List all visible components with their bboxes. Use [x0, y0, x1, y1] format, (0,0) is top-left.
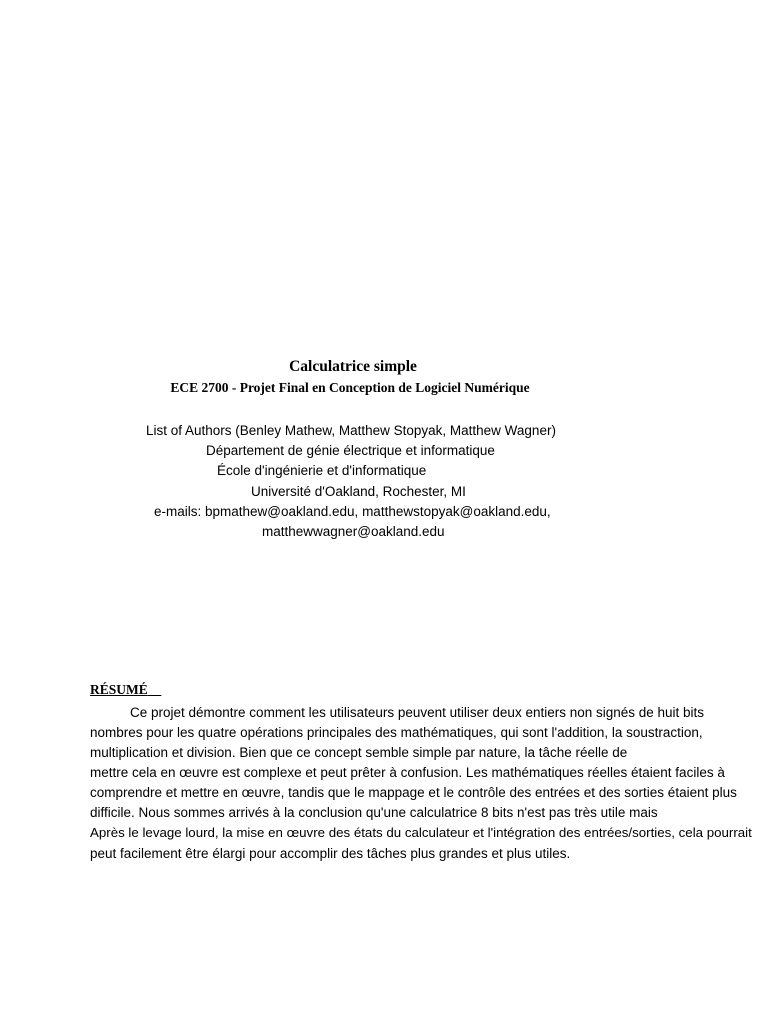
emails-line-2: matthewwagner@oakland.edu	[262, 524, 445, 539]
abstract-line: multiplication et division. Bien que ce concept semble simple par nature, la tâche réelle de	[90, 745, 628, 760]
abstract-line: Ce projet démontre comment les utilisateurs peuvent utiliser deux entiers non signés de huit bits	[130, 705, 705, 720]
school-line: École d'ingénierie et d'informatique	[217, 463, 427, 478]
document-title: Calculatrice simple	[289, 358, 417, 375]
abstract-line: peut facilement être élargi pour accomplir des tâches plus grandes et plus utiles.	[90, 846, 571, 861]
university-line: Université d'Oakland, Rochester, MI	[251, 484, 466, 499]
authors-line: List of Authors (Benley Mathew, Matthew Stopyak, Matthew Wagner)	[146, 423, 556, 438]
abstract-line: difficile. Nous sommes arrivés à la conclusion qu'une calculatrice 8 bits n'est pas très utile mais	[90, 805, 658, 820]
department-line: Département de génie électrique et informatique	[206, 443, 495, 458]
emails-line-1: e-mails: bpmathew@oakland.edu, matthewstopyak@oakland.edu,	[154, 504, 551, 519]
abstract-line: nombres pour les quatre opérations principales des mathématiques, qui sont l'addition, la soustraction,	[90, 725, 703, 740]
abstract-line: mettre cela en œuvre est complexe et peut prêter à confusion. Les mathématiques réelles étaient faciles à	[90, 765, 725, 780]
abstract-line: comprendre et mettre en œuvre, tandis que le mappage et le contrôle des entrées et des sorties étaient plus	[90, 785, 737, 800]
document-subtitle: ECE 2700 - Projet Final en Conception de Logiciel Numérique	[170, 380, 530, 395]
abstract-line: Après le levage lourd, la mise en œuvre des états du calculateur et l'intégration des entrées/sorties, cela pourrait	[90, 825, 752, 840]
abstract-heading: RÉSUMÉ	[90, 682, 148, 697]
